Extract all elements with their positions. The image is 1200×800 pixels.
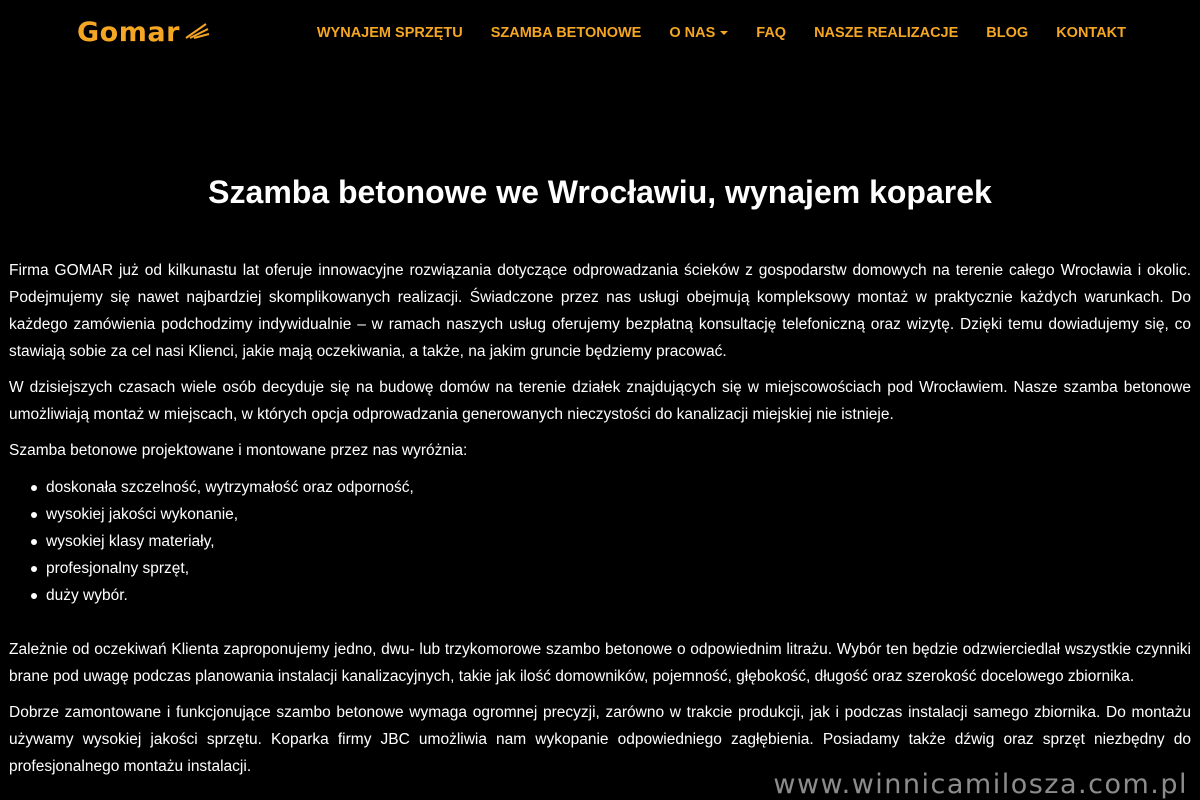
navbar — [0, 0, 1200, 66]
nav-item-faq[interactable]: FAQ — [756, 25, 787, 41]
page-title: Szamba betonowe we Wrocławiu, wynajem koparek — [208, 174, 992, 210]
caret-down-icon — [720, 31, 728, 35]
logo[interactable] — [77, 14, 210, 50]
features-list — [9, 474, 1191, 609]
list-item: wysokiej jakości wykonanie, — [9, 501, 1191, 528]
nav-item-wynajem-sprzetu[interactable]: WYNAJEM SPRZĘTU — [316, 25, 463, 41]
list-item: doskonała szczelność, wytrzymałość oraz odporność, — [9, 474, 1191, 501]
nav-item-blog[interactable]: BLOG — [986, 25, 1029, 41]
location-paragraph: W dzisiejszych czasach wiele osób decyduje się na budowę domów na terenie działek znajdujących się w miejscowościach pod Wrocławiem. Nasze szamba betonowe umożliwiają montaż w miejscach, w których opcja odprowadzania generowanych nieczystości do kanalizacji miejskiej nie istnieje. — [9, 379, 1191, 423]
logo-text: Gomar — [77, 16, 180, 48]
logo-sparkle-icon — [184, 20, 210, 40]
list-item: wysokiej klasy materiały, — [9, 528, 1191, 555]
list-item: duży wybór. — [9, 582, 1191, 609]
intro-paragraph: Firma GOMAR już od kilkunastu lat oferuje innowacyjne rozwiązania dotyczące odprowadzania ścieków z gospodarstw domowych na terenie całego Wrocławia i okolic. Podejmujemy się nawet najbardziej skomplikowanych realizacji. Świadczone przez nas usługi obejmują kompleksowy montaż w praktycznie każdych warunkach. Do każdego zamówienia podchodzimy indywidualnie – w ramach naszych usług oferujemy bezpłatną konsultację telefoniczną oraz wizytę. Dzięki temu dowiadujemy się, co stawiają sobie za cel nasi Klienci, jakie mają oczekiwania, a także, na jakim gruncie będziemy pracować. — [9, 262, 1191, 360]
main-content — [9, 257, 1191, 789]
nav-item-nasze-realizacje[interactable]: NASZE REALIZACJE — [814, 25, 959, 41]
nav-item-o-nas[interactable]: O NAS — [669, 25, 728, 41]
watermark: www.winnicamilosza.com.pl — [773, 769, 1188, 800]
main-nav — [317, 0, 1126, 66]
list-item: profesjonalny sprzęt, — [9, 555, 1191, 582]
nav-item-kontakt[interactable]: KONTAKT — [1056, 25, 1126, 41]
nav-item-szamba-betonowe[interactable]: SZAMBA BETONOWE — [490, 25, 642, 41]
equipment-paragraph: Dobrze zamontowane i funkcjonujące szambo betonowe wymaga ogromnej precyzji, zarówno w trakcie produkcji, jak i podczas instalacji samego zbiornika. Do montażu używamy wysokiej jakości sprzętu. Koparka firmy JBC umożliwia nam wykopanie odpowiedniego zagłębienia. Posiadamy także dźwig oraz sprzęt niezbędny do profesjonalnego montażu instalacji. — [9, 704, 1191, 775]
chamber-paragraph: Zależnie od oczekiwań Klienta zaproponujemy jedno, dwu- lub trzykomorowe szambo betonowe o odpowiednim litrażu. Wybór ten będzie odzwierciedlał wszystkie czynniki brane pod uwagę podczas planowania instalacji kanalizacyjnych, takie jak ilość domowników, pojemność, głębokość, długość oraz szerokość docelowego zbiornika. — [9, 641, 1191, 685]
features-intro: Szamba betonowe projektowane i montowane przez nas wyróżnia: — [9, 442, 468, 459]
